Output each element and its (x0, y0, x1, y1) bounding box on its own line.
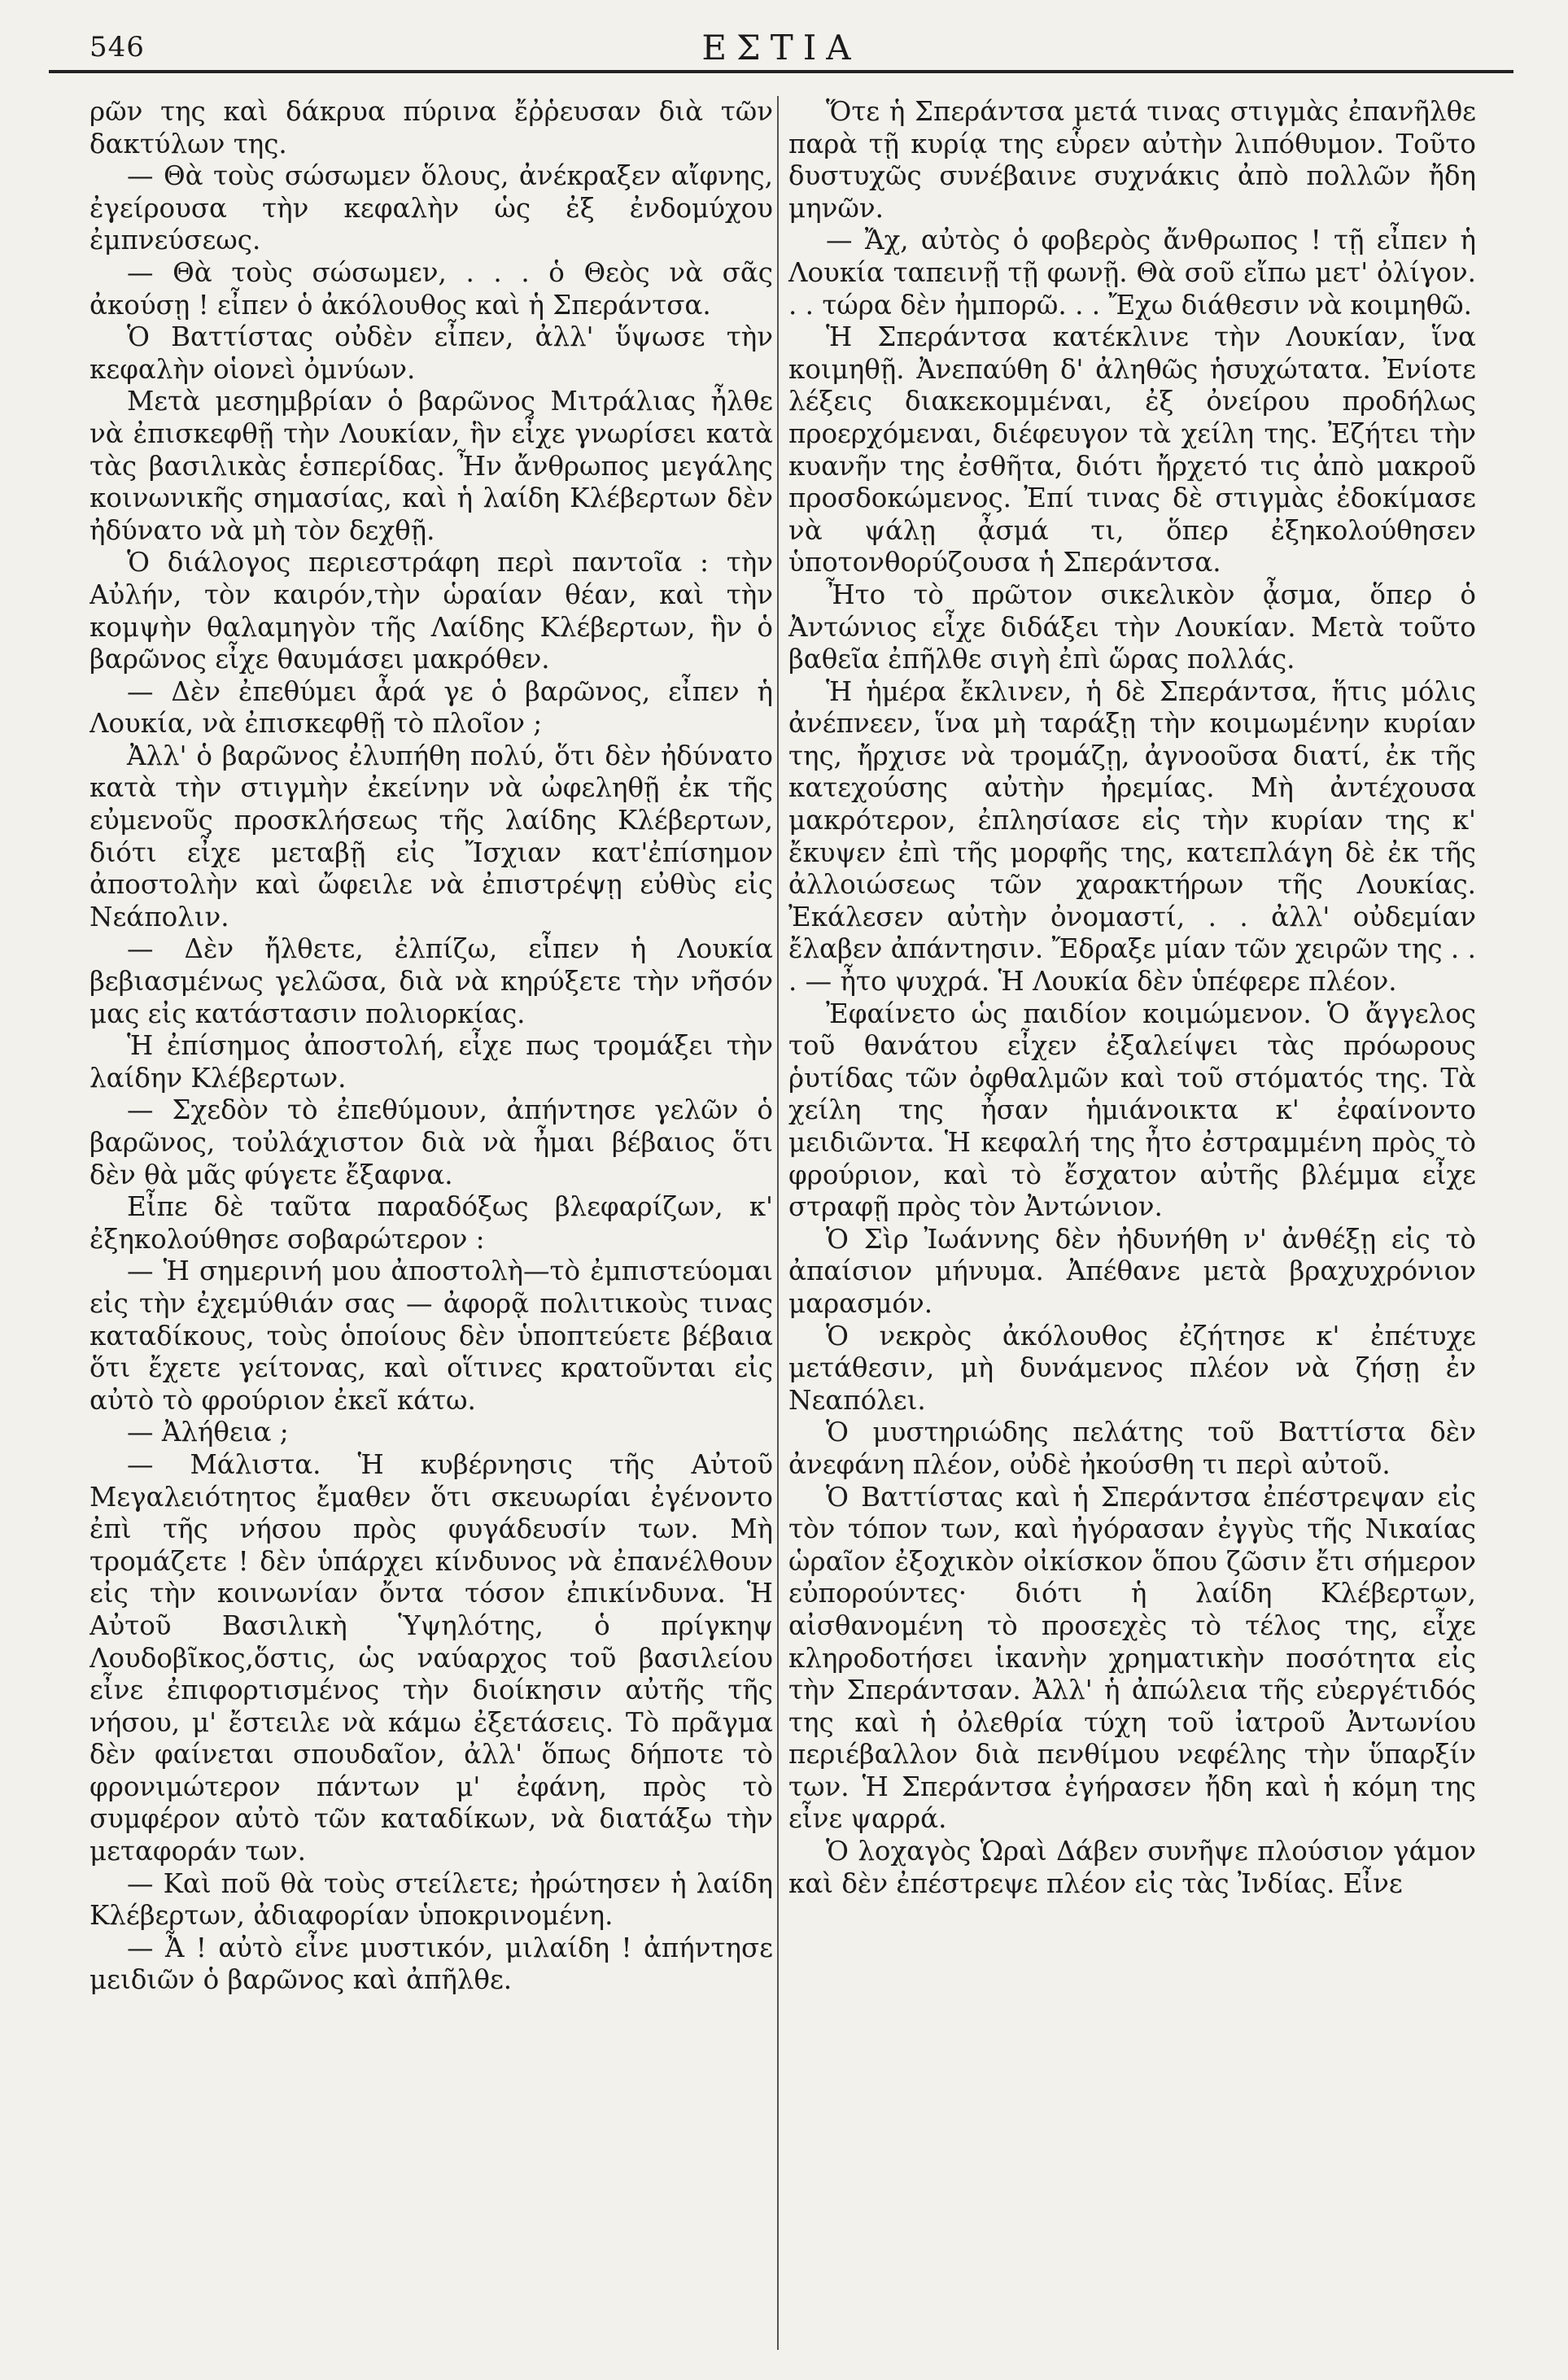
paragraph: Ὁ λοχαγὸς Ὡραὶ Δάβεν συνῆψε πλούσιον γάμον καὶ δὲν ἐπέστρεψε πλέον εἰς τὰς Ἰνδίας. Εἶνε (788, 1836, 1476, 1899)
paragraph: Ἡ Σπεράντσα κατέκλινε τὴν Λουκίαν, ἵνα κοιμηθῇ. Ἀνεπαύθη δ' ἀληθῶς ἡσυχώτατα. Ἐνίοτε λέξεις διακεκομμέναι, ἐξ ὀνείρου προδήλως προερχόμεναι, διέφευγον τὰ χείλη της. Ἐζήτει τὴν κυανῆν της ἐσθῆτα, διότι ἤρχετό τις ἀπὸ μακροῦ προσδοκώμενος. Ἐπί τινας δὲ στιγμὰς ἐδοκίμασε νὰ ψάλῃ ᾆσμά τι, ὅπερ ἐξηκολούθησεν ὑποτονθορύζουσα ἡ Σπεράντσα. (788, 321, 1476, 579)
paragraph: ρῶν της καὶ δάκρυα πύρινα ἔῤῥευσαν διὰ τῶν δακτύλων της. (90, 96, 773, 159)
paragraph: — Ἆ ! αὐτὸ εἶνε μυστικόν, μιλαίδη ! ἀπήντησε μειδιῶν ὁ βαρῶνος καὶ ἀπῆλθε. (90, 1932, 773, 1996)
paragraph: — Δὲν ἤλθετε, ἐλπίζω, εἶπεν ἡ Λουκία βεβιασμένως γελῶσα, διὰ νὰ κηρύξετε τὴν νῆσόν μας εἰς κατάστασιν πολιορκίας. (90, 933, 773, 1029)
left-column (90, 96, 773, 2350)
paragraph: — Μάλιστα. Ἡ κυβέρνησις τῆς Αὐτοῦ Μεγαλειότητος ἔμαθεν ὅτι σκευωρίαι ἐγένοντο ἐπὶ τῆς νήσου πρὸς φυγάδευσίν των. Μὴ τρομάζετε ! δὲν ὑπάρχει κίνδυνος νὰ ἐπανέλθουν εἰς τὴν κοινωνίαν ὄντα τόσον ἐπικίνδυνα. Ἡ Αὐτοῦ Βασιλικὴ Ὑψηλότης, ὁ πρίγκηψ Λουδοβῖκος,ὅστις, ὡς ναύαρχος τοῦ βασιλείου εἶνε ἐπιφορτισμένος τὴν διοίκησιν αὐτῆς τῆς νήσου, μ' ἔστειλε νὰ κάμω ἐξετάσεις. Τὸ πρᾶγμα δὲν φαίνεται σπουδαῖον, ἀλλ' ὅπως δήποτε τὸ φρονιμώτερον πάντων μ' ἐφάνη, πρὸς τὸ συμφέρον αὐτὸ τῶν καταδίκων, νὰ διατάξω τὴν μεταφοράν των. (90, 1448, 773, 1867)
paragraph: Ἀλλ' ὁ βαρῶνος ἐλυπήθη πολύ, ὅτι δὲν ἠδύνατο κατὰ τὴν στιγμὴν ἐκείνην νὰ ὠφεληθῇ ἐκ τῆς εὐμενοῦς προσκλήσεως τῆς λαίδης Κλέβερτων, διότι εἶχε μεταβῇ εἰς Ἴσχιαν κατ'ἐπίσημον ἀποστολὴν καὶ ὤφειλε νὰ ἐπιστρέψῃ εὐθὺς εἰς Νεάπολιν. (90, 740, 773, 932)
paragraph: Ὁ Σὶρ Ἰωάννης δὲν ἠδυνήθη ν' ἀνθέξῃ εἰς τὸ ἀπαίσιον μήνυμα. Ἀπέθανε μετὰ βραχυχρόνιον μαρασμόν. (788, 1223, 1476, 1319)
paragraph: — Ἀλήθεια ; (127, 1417, 289, 1448)
page-header (49, 24, 1513, 73)
paragraph: — Θὰ τοὺς σώσωμεν ὅλους, ἀνέκραξεν αἴφνης, ἐγείρουσα τὴν κεφαλὴν ὡς ἐξ ἐνδομύχου ἐμπνεύσεως. (90, 160, 773, 256)
right-column (777, 96, 1476, 2350)
paragraph: Ὁ νεκρὸς ἀκόλουθος ἐζήτησε κ' ἐπέτυχε μετάθεσιν, μὴ δυνάμενος πλέον νὰ ζήσῃ ἐν Νεαπόλει. (788, 1320, 1476, 1416)
paragraph: Ἦτο τὸ πρῶτον σικελικὸν ᾆσμα, ὅπερ ὁ Ἀντώνιος εἶχε διδάξει τὴν Λουκίαν. Μετὰ τοῦτο βαθεῖα ἐπῆλθε σιγὴ ἐπὶ ὥρας πολλάς. (788, 579, 1476, 675)
paragraph: Ὁ Βαττίστας οὐδὲν εἶπεν, ἀλλ' ὕψωσε τὴν κεφαλὴν οἱονεὶ ὀμνύων. (90, 321, 773, 385)
paragraph: — Καὶ ποῦ θὰ τοὺς στείλετε; ἠρώτησεν ἡ λαίδη Κλέβερτων, ἀδιαφορίαν ὑποκρινομένη. (90, 1867, 773, 1932)
paragraph: Ὁ διάλογος περιεστράφη περὶ παντοῖα : τὴν Αὐλήν, τὸν καιρόν,τὴν ὡραίαν θέαν, καὶ τὴν κομψὴν θαλαμηγὸν τῆς Λαίδης Κλέβερτων, ἣν ὁ βαρῶνος εἶχε θαυμάσει μακρόθεν. (90, 547, 773, 675)
paragraph: Ἡ ἐπίσημος ἀποστολή, εἶχε πως τρομάξει τὴν λαίδην Κλέβερτων. (90, 1030, 773, 1094)
paragraph: Ὁ μυστηριώδης πελάτης τοῦ Βαττίστα δὲν ἀνεφάνη πλέον, οὐδὲ ἠκούσθη τι περὶ αὐτοῦ. (788, 1417, 1476, 1480)
paragraph: Ὁ Βαττίστας καὶ ἡ Σπεράντσα ἐπέστρεψαν εἰς τὸν τόπον των, καὶ ἠγόρασαν ἐγγὺς τῆς Νικαίας ὡραῖον ἐξοχικὸν οἰκίσκον ὅπου ζῶσιν ἔτι σήμερον εὐπορούντες· διότι ἡ λαίδη Κλέβερτων, αἰσθανομένη τὸ προσεχὲς τὸ τέλος της, εἶχε κληροδοτήσει ἱκανὴν χρηματικὴν ποσότητα εἰς τὴν Σπεράντσαν. Ἀλλ' ἡ ἀπώλεια τῆς εὐεργέτιδός της καὶ ἡ ὀλεθρία τύχη τοῦ ἰατροῦ Ἀντωνίου περιέβαλλον διὰ πενθίμου νεφέλης τὴν ὕπαρξίν των. Ἡ Σπεράντσα ἐγήρασεν ἤδη καὶ ἡ κόμη της εἶνε ψαρρά. (788, 1481, 1476, 1835)
paragraph: Εἶπε δὲ ταῦτα παραδόξως βλεφαρίζων, κ' ἐξηκολούθησε σοβαρώτερον : (90, 1191, 773, 1255)
page-number: 546 (90, 31, 145, 63)
journal-title: ΕΣΤΙΑ (701, 28, 861, 68)
paragraph: — Σχεδὸν τὸ ἐπεθύμουν, ἀπήντησε γελῶν ὁ βαρῶνος, τοὐλάχιστον διὰ νὰ ἦμαι βέβαιος ὅτι δὲν θὰ μᾶς φύγετε ἔξαφνα. (90, 1094, 773, 1190)
paragraph: Ἐφαίνετο ὡς παιδίον κοιμώμενον. Ὁ ἄγγελος τοῦ θανάτου εἶχεν ἐξαλείψει τὰς πρόωρους ῥυτίδας τῶν ὀφθαλμῶν καὶ τοῦ στόματός της. Τὰ χείλη της ἦσαν ἡμιάνοικτα κ' ἐφαίνοντο μειδιῶντα. Ἡ κεφαλή της ἦτο ἐστραμμένη πρὸς τὸ φρούριον, καὶ τὸ ἔσχατον αὐτῆς βλέμμα εἶχε στραφῇ πρὸς τὸν Ἀντώνιον. (788, 998, 1476, 1223)
paragraph: Ὅτε ἡ Σπεράντσα μετά τινας στιγμὰς ἐπανῆλθε παρὰ τῇ κυρίᾳ της εὗρεν αὐτὴν λιπόθυμον. Τοῦτο δυστυχῶς συνέβαινε συχνάκις ἀπὸ πολλῶν ἤδη μηνῶν. (788, 96, 1476, 224)
paragraph: Ἡ ἡμέρα ἔκλινεν, ἡ δὲ Σπεράντσα, ἥτις μόλις ἀνέπνεεν, ἵνα μὴ ταράξῃ τὴν κοιμωμένην κυρίαν της, ἤρχισε νὰ τρομάζῃ, ἀγνοοῦσα διατί, ἐκ τῆς κατεχούσης αὐτὴν ἠρεμίας. Μὴ ἀντέχουσα μακρότερον, ἐπλησίασε εἰς τὴν κυρίαν της κ' ἔκυψεν ἐπὶ τῆς μορφῆς της, κατεπλάγη δὲ ἐκ τῆς ἀλλοιώσεως τῶν χαρακτήρων τῆς Λουκίας. Ἐκάλεσεν αὐτὴν ὀνομαστί, . . ἀλλ' οὐδεμίαν ἔλαβεν ἀπάντησιν. Ἔδραξε μίαν τῶν χειρῶν της . . . — ἦτο ψυχρά. Ἡ Λουκία δὲν ὑπέφερε πλέον. (788, 675, 1476, 998)
paragraph: — Θὰ τοὺς σώσωμεν, . . . ὁ Θεὸς νὰ σᾶς ἀκούσῃ ! εἶπεν ὁ ἀκόλουθος καὶ ἡ Σπεράντσα. (90, 256, 773, 321)
paragraph: — Δὲν ἐπεθύμει ἆρά γε ὁ βαρῶνος, εἶπεν ἡ Λουκία, νὰ ἐπισκεφθῇ τὸ πλοῖον ; (90, 675, 773, 740)
paragraph: — Ἡ σημερινή μου ἀποστολὴ—τὸ ἐμπιστεύομαι εἰς τὴν ἐχεμύθιάν σας — ἀφορᾷ πολιτικοὺς τινας καταδίκους, τοὺς ὁποίους δὲν ὑποπτεύετε βέβαια ὅτι ἔχετε γείτονας, καὶ οἵτινες κρατοῦνται εἰς αὐτὸ τὸ φρούριον ἐκεῖ κάτω. (90, 1256, 773, 1416)
paragraph: Μετὰ μεσημβρίαν ὁ βαρῶνος Μιτράλιας ἦλθε νὰ ἐπισκεφθῇ τὴν Λουκίαν, ἣν εἶχε γνωρίσει κατὰ τὰς βασιλικὰς ἑσπερίδας. Ἦν ἄνθρωπος μεγάλης κοινωνικῆς σημασίας, καὶ ἡ λαίδη Κλέβερτων δὲν ἠδύνατο νὰ μὴ τὸν δεχθῇ. (90, 386, 773, 546)
paragraph: — Ἄχ, αὐτὸς ὁ φοβερὸς ἄνθρωπος ! τῇ εἶπεν ἡ Λουκία ταπεινῇ τῇ φωνῇ. Θὰ σοῦ εἴπω μετ' ὀλίγον. . . τώρα δὲν ἠμπορῶ. . . Ἔχω διάθεσιν νὰ κοιμηθῶ. (788, 225, 1476, 321)
